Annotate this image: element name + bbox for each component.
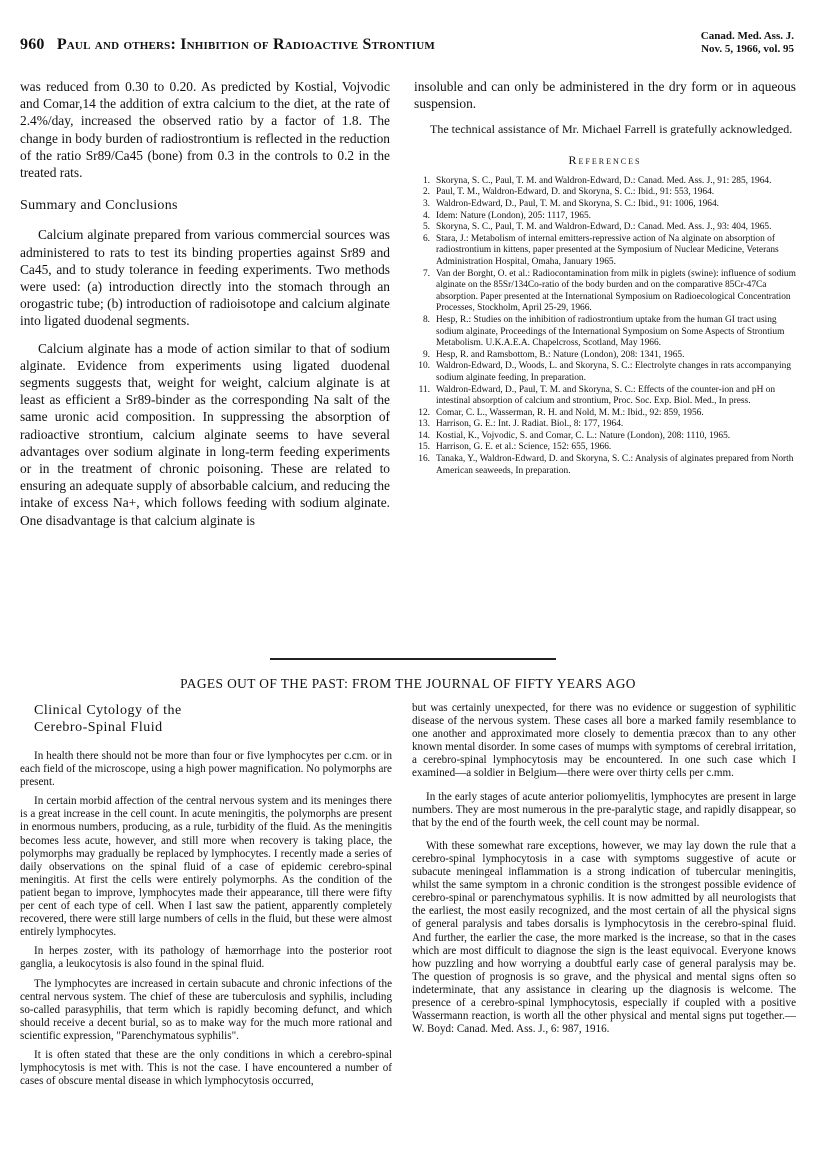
summary-heading: Summary and Conclusions bbox=[20, 198, 178, 214]
reference-text: Waldron-Edward, D., Paul, T. M. and Skoryna, S. C.: Effects of the counter-ion and pH on intestinal absorption of calcium and strontium, Proc. Soc. Exp. Biol. Med., In press. bbox=[436, 384, 776, 407]
reference-number: 5. bbox=[422, 222, 430, 233]
reference-number: 7. bbox=[422, 268, 430, 279]
reference-item bbox=[414, 385, 796, 408]
reference-item bbox=[414, 442, 796, 454]
reference-text: Paul, T. M., Waldron-Edward, D. and Skoryna, S. C.: Ibid., 91: 553, 1964. bbox=[436, 187, 715, 198]
references-heading: References bbox=[568, 153, 642, 168]
past-right-column bbox=[412, 702, 796, 1042]
article-right-column bbox=[414, 78, 796, 477]
reference-number: 12. bbox=[418, 407, 430, 418]
reference-item bbox=[414, 222, 796, 234]
reference-number: 4. bbox=[422, 210, 430, 221]
summary-paragraph: Calcium alginate prepared from various commercial sources was administered to rats to test its binding properties against Sr89 and Ca45, and to study tolerance in feeding experiments. Two methods were used: (a) introduction directly into the stomach through an orogastric tube; (b) introduction of radioisotope and calcium alginate into ligated duodenal segments. bbox=[20, 227, 390, 329]
running-title: Paul and others: Inhibition of Radioactive Strontium bbox=[56, 36, 435, 53]
page-number: 960 bbox=[20, 36, 45, 53]
reference-text: Skoryna, S. C., Paul, T. M. and Waldron-Edward, D.: Canad. Med. Ass. J., 91: 285, 1964. bbox=[436, 175, 772, 186]
reference-number: 15. bbox=[418, 442, 430, 453]
reference-number: 3. bbox=[422, 199, 430, 209]
references-list bbox=[414, 176, 796, 477]
reference-text: Hesp, R.: Studies on the inhibition of radiostrontium uptake from the human GI tract using sodium alginate, Proceedings of the International Symposium on Some Aspects of Strontium Metabolism. U.K.A.E.A. Chapelcross, Scotland, May 1966. bbox=[436, 314, 785, 349]
past-paragraph: The lymphocytes are increased in certain subacute and chronic infections of the central nervous system. The chief of these are tuberculosis and syphilis, including so-called parasyphilis, that term which is rapidly becoming defunct, and which should receive a decent burial, so as to make way for the much more rational and scientific expression, "Parenchymatous syphilis". bbox=[20, 977, 392, 1042]
article-left-column bbox=[20, 78, 390, 529]
reference-text: Idem: Nature (London), 205: 1117, 1965. bbox=[436, 210, 592, 221]
reference-item bbox=[414, 187, 796, 199]
past-paragraph: In the early stages of acute anterior poliomyelitis, lymphocytes are present in large numbers. They are most numerous in the pre-paralytic stage, and rapidly disappear, so that by the end of the fourth week, the cell count may be normal. bbox=[412, 790, 796, 829]
summary-continuation: insoluble and can only be administered in the dry form or in aqueous suspension. bbox=[414, 79, 796, 112]
reference-item bbox=[414, 350, 796, 362]
reference-item bbox=[414, 234, 796, 269]
reference-item bbox=[414, 408, 796, 420]
reference-text: Hesp, R. and Ramsbottom, B.: Nature (London), 208: 1341, 1965. bbox=[436, 349, 685, 360]
acknowledgment: The technical assistance of Mr. Michael Farrell is gratefully acknowledged. bbox=[430, 122, 793, 137]
past-paragraph: but was certainly unexpected, for there was no evidence or suggestion of syphilitic disease of the nervous system. These cases all bore a marked family resemblance to one another and approximated more closely to dementia præcox than to any other known mental disorder. In some cases of mumps with symptoms of cerebral irritation, a cerebro-spinal lymphocytosis may be encountered. In one such case which I examined—a soldier in Belgium—there were over thirty cells per c.mm. bbox=[412, 702, 796, 780]
reference-text: Waldron-Edward, D., Woods, L. and Skoryna, S. C.: Electrolyte changes in rats accompanying sodium alginate feeding, In preparation. bbox=[436, 361, 792, 383]
reference-item bbox=[414, 176, 796, 188]
past-article-title bbox=[34, 702, 392, 736]
reference-number: 2. bbox=[422, 187, 430, 198]
journal-citation bbox=[701, 30, 794, 56]
journal-name: Canad. Med. Ass. J. bbox=[700, 30, 794, 42]
reference-item bbox=[414, 211, 796, 223]
reference-item bbox=[414, 199, 796, 211]
past-title-line: Clinical Cytology of the bbox=[34, 703, 182, 718]
reference-text: Harrison, G. E.: Int. J. Radiat. Biol., 8: 177, 1964. bbox=[436, 419, 624, 430]
pages-out-of-past-banner: PAGES OUT OF THE PAST: FROM THE JOURNAL OF FIFTY YEARS AGO bbox=[180, 676, 636, 691]
reference-text: Tanaka, Y., Waldron-Edward, D. and Skoryna, S. C.: Analysis of alginates prepared from North American seaweeds, In preparation. bbox=[436, 454, 794, 476]
journal-issue: Nov. 5, 1966, vol. 95 bbox=[701, 43, 794, 55]
reference-text: Harrison, G. E. et al.: Science, 152: 655, 1966. bbox=[436, 442, 612, 453]
reference-number: 1. bbox=[422, 175, 430, 186]
reference-item bbox=[414, 419, 796, 431]
past-paragraph: In certain morbid affection of the central nervous system and its meninges there is a great increase in the cell count. In acute meningitis, the polymorphs are present in enormous numbers, producing, as a rule, turbidity of the fluid. As the meningitis becomes less acute, however, and still more when recovery is taking place, the polymorphs may gradually be replaced by lymphocytes. I recently made a series of daily observations on the spinal fluid of a case of epidemic cerebro-spinal meningitis. At first the cells were entirely polymorphs. As the condition of the patient began to improve, lymphocytes made their appearance, till there were fifty per cent of each type of cell. When I last saw the patient, apparently completely recovered, there were still large numbers of cells in the fluid, but these were almost entirely lymphocytes. bbox=[20, 795, 392, 939]
reference-item bbox=[414, 454, 796, 477]
reference-number: 8. bbox=[422, 314, 430, 325]
reference-number: 13. bbox=[418, 419, 430, 430]
past-paragraph: With these somewhat rare exceptions, however, we may lay down the rule that a cerebro-spinal lymphocytosis in a case with symptoms suggestive of acute or subacute meningeal inflammation is a strong indication of tubercular meningitis, whilst the same symptom in a chronic condition is the strongest possible evidence of cerebro-spinal or parenchymatous syphilis. It is now admitted by all neurologists that the earliest, the most easily recognized, and the most certain of all the physical signs of general paralysis and tabes dorsalis is lymphocytosis in the cerebro-spinal fluid. And further, the earlier the case, the more marked is the increase, so that in the cases which are most difficult to diagnose the sign is the least equivocal. Everyone knows how puzzling and how worrying a doubtful early case of general paralysis may be. The question of prognosis is so grave, and the physical and mental signs often so indeterminate, that any assistance in clearing up the diagnosis is welcome. The presence of a cerebro-spinal lymphocytosis, especially if coupled with a positive Wassermann reaction, is worth all the other physical and mental signs put together.—W. Boyd: Canad. Med. Ass. J., 6: 987, 1916. bbox=[412, 839, 796, 1036]
reference-number: 14. bbox=[418, 430, 430, 441]
past-paragraph: In herpes zoster, with its pathology of hæmorrhage into the posterior root ganglia, a leukocytosis is also found in the spinal fluid. bbox=[20, 945, 392, 971]
intro-paragraph: was reduced from 0.30 to 0.20. As predicted by Kostial, Vojvodic and Comar,14 the addition of extra calcium to the diet, at the rate of 2.4%/day, increased the observed ratio by a factor of 1.8. The change in body burden of radiostrontium is reflected in the reduction of the ratio Sr89/Ca45 (bone) from 0.3 in the controls to 0.2 in the treated rats. bbox=[20, 79, 390, 181]
reference-text: Skoryna, S. C., Paul, T. M. and Waldron-Edward, D.: Canad. Med. Ass. J., 93: 404, 1965. bbox=[436, 222, 772, 233]
reference-item bbox=[414, 361, 796, 384]
running-header bbox=[20, 36, 435, 54]
past-left-column bbox=[20, 702, 392, 1094]
reference-number: 6. bbox=[422, 233, 430, 244]
reference-text: Kostial, K., Vojvodic, S. and Comar, C. L.: Nature (London), 208: 1110, 1965. bbox=[436, 430, 731, 441]
reference-item bbox=[414, 315, 796, 350]
past-paragraph: It is often stated that these are the only conditions in which a cerebro-spinal lymphocytosis is met with. This is not the case. I have encountered a number of cases of obscure mental disease in which lymphocytosis occurred, bbox=[20, 1048, 392, 1088]
past-title-line: Cerebro-Spinal Fluid bbox=[34, 720, 163, 735]
section-divider bbox=[270, 658, 556, 660]
reference-item bbox=[414, 431, 796, 443]
reference-number: 9. bbox=[422, 349, 430, 360]
reference-item bbox=[414, 269, 796, 315]
reference-text: Stara, J.: Metabolism of internal emitters-repressive action of Na alginate on absorption of radiostrontium in kittens, paper presented at the Symposium of Nuclear Medicine, Veterans Administration Hospital, Omaha, January 1965. bbox=[436, 233, 779, 267]
summary-paragraph: Calcium alginate has a mode of action similar to that of sodium alginate. Evidence from experiments using ligated duodenal segments suggests that, weight for weight, calcium alginate is at least as efficient a Sr89-binder as the corresponding Na salt of the same uronic acid composition. In suppressing the absorption of radioactive strontium, calcium alginate seems to have several advantages over sodium alginate in long-term feeding experiments or in the treatment of chronic poisoning. These are related to ensuring an adequate supply of absorbable calcium, and reducing the intake of excess Na+, which follows feeding with sodium alginate. One disadvantage is that calcium alginate is bbox=[20, 340, 390, 528]
reference-number: 16. bbox=[418, 454, 430, 465]
reference-text: Waldron-Edward, D., Paul, T. M. and Skoryna, S. C.: Ibid., 91: 1006, 1964. bbox=[436, 199, 719, 209]
past-paragraph: In health there should not be more than four or five lymphocytes per c.cm. or in each field of the microscope, using a high power magnification. No polymorphs are present. bbox=[20, 750, 392, 789]
reference-number: 11. bbox=[418, 384, 430, 395]
reference-text: Comar, C. L., Wasserman, R. H. and Nold, M. M.: Ibid., 92: 859, 1956. bbox=[436, 407, 704, 418]
reference-number: 10. bbox=[418, 361, 430, 372]
reference-text: Van der Borght, O. et al.: Radiocontamination from milk in piglets (swine): influence of sodium alginate on the 85Sr/134Co-ratio of the body burden and on the comparative 85Cr-47Ca absorption. Paper presented at the International Symposium on Radioecological Concentration Processes, Stockholm, April 25-29, 1966. bbox=[436, 268, 796, 314]
